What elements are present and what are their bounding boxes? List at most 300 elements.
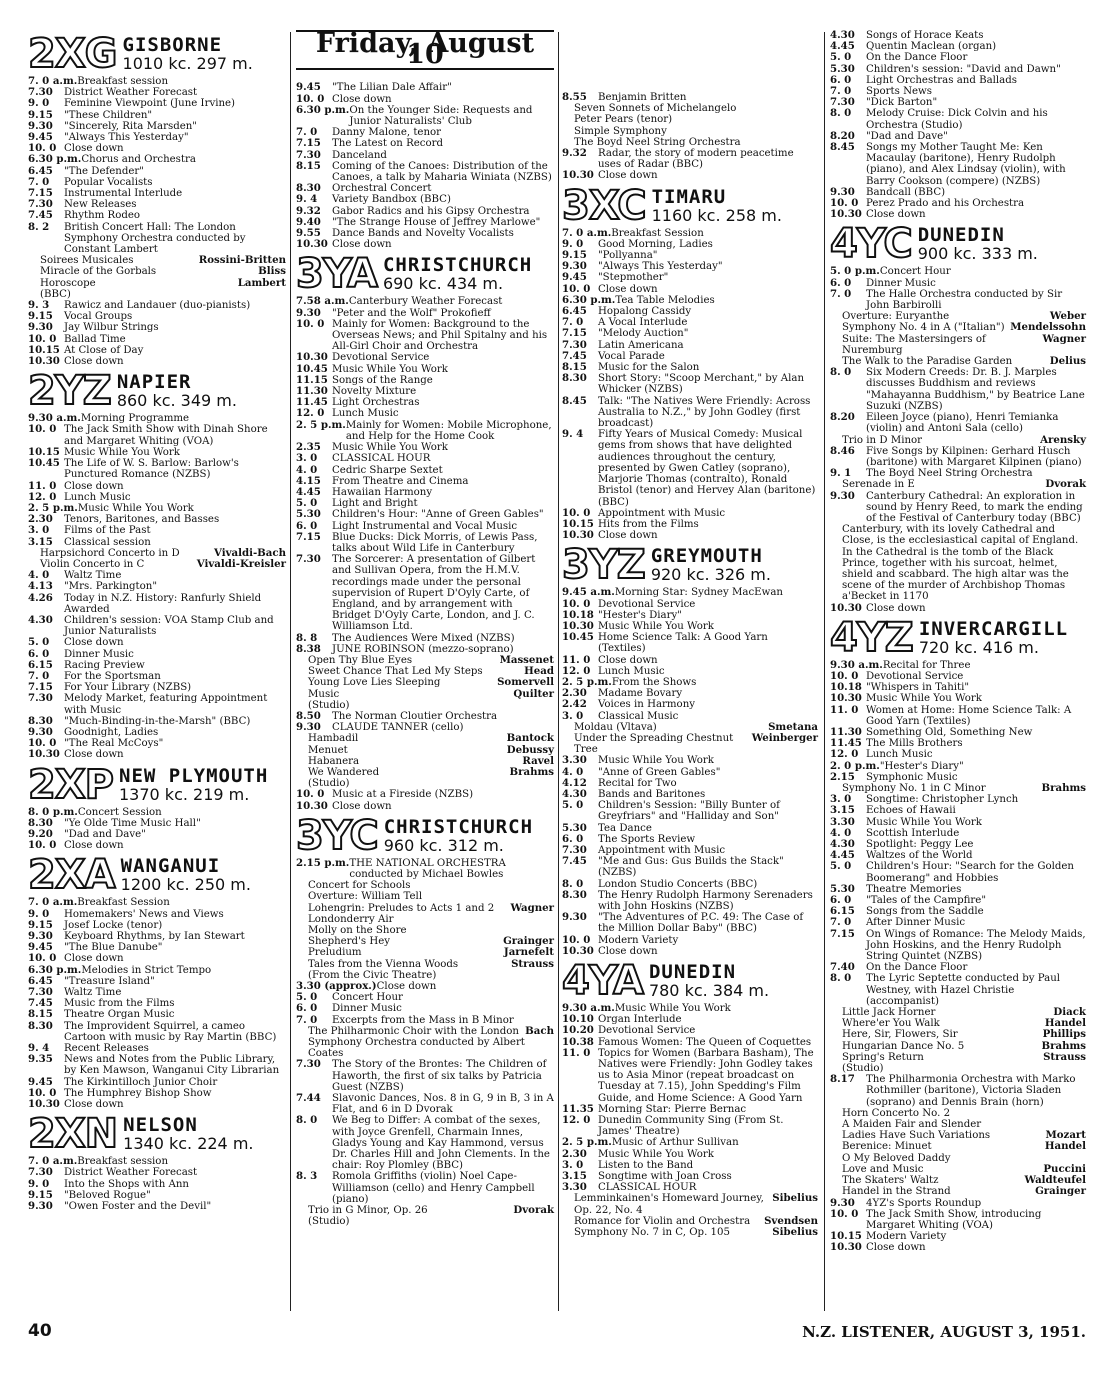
schedule xyxy=(562,228,818,542)
schedule-entry xyxy=(28,222,286,256)
entry-title: The Henry Rudolph Harmony Serenaders with John Hoskins (NZBS) xyxy=(598,889,813,912)
entry-time: 4.45 xyxy=(830,849,855,862)
entry-time: 7. 0 xyxy=(562,316,584,329)
schedule-entry xyxy=(562,800,818,822)
schedule-entry xyxy=(296,858,554,880)
schedule-entry xyxy=(28,199,286,210)
entry-title: The Sorcerer: A presentation of Gilbert and Sullivan Opera, from the H.M.V. recordings made under the personal supervision of Rupert D'Oyly Carte, of England, and by arrangement with Bridget D'Oyly Carte, London, and J. C. Williamson Ltd. xyxy=(332,554,536,633)
schedule-entry xyxy=(830,41,1086,52)
entry-time: 9. 0 xyxy=(28,1177,50,1190)
entry-title: Music While You Work xyxy=(866,693,982,705)
schedule-entry xyxy=(296,633,554,644)
schedule-entry xyxy=(562,879,818,890)
column-rule xyxy=(290,32,291,1311)
composer: Handel xyxy=(1044,1017,1086,1030)
schedule-entry xyxy=(28,537,286,548)
schedule-entry xyxy=(830,1074,1086,1108)
schedule-entry xyxy=(562,834,818,845)
entry-title: Into the Shops with Ann xyxy=(64,1178,189,1190)
entry-title: Cedric Sharpe Sextet xyxy=(332,464,443,476)
programme-subitem xyxy=(28,266,286,277)
station-header xyxy=(28,852,286,899)
entry-time: 7. 0 a.m. xyxy=(28,1155,78,1168)
schedule-entry xyxy=(28,514,286,525)
programme-subitem xyxy=(830,356,1086,367)
schedule-entry xyxy=(830,1231,1086,1242)
entry-title: Bandcall (BBC) xyxy=(866,186,946,198)
schedule xyxy=(28,413,286,760)
entry-title: Close down xyxy=(64,637,124,649)
entry-time: 10.15 xyxy=(830,1230,862,1243)
entry-time: 7.15 xyxy=(830,927,855,940)
station-frequency: 860 kc. 349 m. xyxy=(116,391,237,411)
schedule-entry xyxy=(830,198,1086,209)
entry-time: 11.35 xyxy=(562,1102,594,1115)
schedule-entry xyxy=(562,946,818,957)
schedule-entry xyxy=(28,829,286,840)
entry-time: 7.15 xyxy=(562,327,587,340)
entry-title: Tea Dance xyxy=(598,822,652,834)
entry-time: 10. 0 xyxy=(562,282,591,295)
programme-subitem xyxy=(28,278,286,289)
entry-title: "The Real McCoys" xyxy=(64,738,164,750)
programme-subitem xyxy=(296,959,554,970)
entry-time: 8. 8 xyxy=(296,631,318,644)
schedule-entry xyxy=(296,364,554,375)
schedule-entry xyxy=(830,30,1086,41)
entry-title: On Wings of Romance: The Melody Maids, John Hoskins, and the Henry Rudolph String Quintet (NZBS) xyxy=(866,928,1086,963)
entry-time: 5.30 xyxy=(830,62,855,75)
entry-title: "Whispers in Tahiti" xyxy=(866,682,970,694)
entry-time: 9.40 xyxy=(296,215,321,228)
schedule-entry xyxy=(28,458,286,480)
entry-title: Dance Bands and Novelty Vocalists xyxy=(332,228,514,240)
schedule xyxy=(830,660,1086,1254)
entry-time: 7.15 xyxy=(296,137,321,150)
entry-time: 4.13 xyxy=(28,580,53,593)
page-number: 40 xyxy=(28,1321,52,1341)
column-rule xyxy=(558,32,559,1311)
station-header xyxy=(28,31,286,77)
station-name: CHRISTCHURCH xyxy=(382,254,533,277)
schedule-entry xyxy=(28,87,286,98)
composer: Massenet xyxy=(499,653,554,666)
entry-title: Sports News xyxy=(866,86,932,98)
entry-time: 7. 0 a.m. xyxy=(562,226,612,239)
entry-time: 4.45 xyxy=(830,40,855,53)
entry-time: 4. 0 xyxy=(296,463,318,476)
entry-title: Voices in Harmony xyxy=(598,699,696,711)
schedule-entry xyxy=(296,509,554,520)
entry-title: The Norman Cloutier Orchestra xyxy=(332,710,498,722)
schedule-entry xyxy=(296,1093,554,1115)
schedule-entry xyxy=(28,637,286,648)
schedule-entry xyxy=(296,992,554,1003)
entry-time: 6. 0 xyxy=(562,832,584,845)
entry-time: 2.30 xyxy=(28,513,53,526)
schedule-entry xyxy=(28,897,286,908)
entry-time: 10.18 xyxy=(830,681,862,694)
entry-time: 6.45 xyxy=(562,305,587,318)
entry-title: On the Younger Side: Requests and Junior Naturalists' Club xyxy=(349,104,533,128)
schedule-entry xyxy=(562,373,818,395)
schedule-entry xyxy=(562,295,818,306)
schedule-entry xyxy=(562,148,818,170)
entry-title: The Philharmonia Orchestra with Marko Rothmiller (baritone), Victoria Sladen (soprano) and Dennis Brain (horn) xyxy=(866,1074,1076,1108)
entry-time: 6.15 xyxy=(830,905,855,918)
work-title: Peter Pears (tenor) xyxy=(574,114,673,126)
schedule-entry xyxy=(830,142,1086,187)
entry-time: 9.30 xyxy=(562,260,587,273)
work-title: Serenade in E xyxy=(842,479,915,491)
entry-title: Theatre Memories xyxy=(866,883,962,895)
schedule-entry xyxy=(830,817,1086,828)
schedule-entry xyxy=(562,362,818,373)
entry-title: CLASSICAL HOUR xyxy=(332,453,431,465)
entry-title: "Much-Binding-in-the-Marsh" (BBC) xyxy=(64,715,251,727)
entry-title: Tenors, Baritones, and Basses xyxy=(64,514,220,526)
station-logo: 3YC xyxy=(296,812,378,859)
entry-time: 9.45 xyxy=(28,1075,53,1088)
schedule-entry xyxy=(28,738,286,749)
entry-time: 11. 0 xyxy=(562,1046,591,1059)
entry-time: 4.15 xyxy=(296,474,321,487)
entry-time: 2.42 xyxy=(562,698,587,711)
entry-time: 7.30 xyxy=(28,692,53,705)
entry-time: 4.30 xyxy=(830,838,855,850)
work-title: Londonderry Air xyxy=(308,913,394,925)
schedule-entry xyxy=(562,699,818,710)
entry-title: "Anne of Green Gables" xyxy=(598,766,721,778)
entry-time: 6. 0 xyxy=(830,73,852,86)
composer: Phillips xyxy=(1042,1028,1086,1041)
entry-title: The Improvident Squirrel, a cameo Cartoon with music by Ray Martin (BBC) xyxy=(64,1020,277,1043)
schedule-entry xyxy=(28,593,286,615)
entry-time: 8.20 xyxy=(830,411,855,424)
entry-title: Close down xyxy=(64,749,124,761)
schedule-entry xyxy=(296,722,554,733)
composer: Head xyxy=(524,665,554,678)
work-title: (Studio) xyxy=(842,1063,884,1075)
entry-time: 7.30 xyxy=(562,338,587,351)
schedule-entry xyxy=(562,767,818,778)
composer: Strauss xyxy=(1043,1050,1086,1063)
entry-time: 3. 0 xyxy=(562,709,584,722)
entry-time: 6.30 p.m. xyxy=(562,293,616,306)
entry-time: 9.45 a.m. xyxy=(562,586,615,599)
entry-time: 4.30 xyxy=(28,613,53,626)
entry-time: 7.30 xyxy=(296,148,321,161)
entry-time: 2. 5 p.m. xyxy=(562,675,612,688)
schedule-entry xyxy=(562,340,818,351)
schedule-entry xyxy=(296,498,554,509)
entry-time: 10. 0 xyxy=(28,142,57,155)
schedule-entry xyxy=(562,306,818,317)
composer: Wagner xyxy=(1042,332,1086,345)
entry-time: 9.30 xyxy=(830,1196,855,1209)
entry-title: British Concert Hall: The London Symphony Orchestra conducted by Constant Lambert xyxy=(64,221,246,256)
entry-title: Waltz Time xyxy=(64,987,122,999)
schedule-entry xyxy=(830,895,1086,906)
work-title: (Studio) xyxy=(308,699,350,711)
entry-title: CLASSICAL HOUR xyxy=(598,1182,697,1194)
work-title: Berenice: Minuet xyxy=(842,1141,932,1153)
entry-title: Jay Wilbur Strings xyxy=(64,322,159,334)
work-title: A Maiden Fair and Slender xyxy=(842,1119,982,1131)
schedule-entry xyxy=(562,755,818,766)
schedule-entry xyxy=(830,64,1086,75)
entry-title: Famous Women: The Queen of Coquettes xyxy=(598,1036,812,1048)
entry-title: Music from the Films xyxy=(64,998,175,1010)
schedule-entry xyxy=(296,296,554,307)
schedule-entry xyxy=(296,206,554,217)
schedule-entry xyxy=(28,953,286,964)
entry-title: Organ Interlude xyxy=(598,1014,682,1026)
programme-subitem xyxy=(562,1193,818,1215)
schedule-entry xyxy=(562,845,818,856)
schedule-entry xyxy=(830,906,1086,917)
entry-time: 7.15 xyxy=(28,681,53,694)
station-name: NELSON xyxy=(123,1114,198,1137)
entry-title: Close down xyxy=(332,239,392,251)
entry-time: 10.30 xyxy=(830,1241,862,1254)
entry-title: "These Children" xyxy=(64,109,153,121)
entry-time: 10. 0 xyxy=(28,737,57,750)
entry-time: 7. 0 xyxy=(28,175,50,188)
schedule-entry xyxy=(296,183,554,194)
entry-time: 10.15 xyxy=(28,343,60,356)
work-title: Menuet xyxy=(308,744,348,756)
programme-subitem xyxy=(830,435,1086,446)
entry-time: 10.30 xyxy=(562,169,594,182)
station-frequency: 900 kc. 333 m. xyxy=(917,244,1038,264)
entry-time: 9.30 xyxy=(28,725,53,738)
composer: Delius xyxy=(1049,355,1086,368)
schedule-entry xyxy=(296,375,554,386)
column-4 xyxy=(830,30,1086,1254)
entry-title: "Stepmother" xyxy=(598,272,669,284)
entry-title: Children's Hour: "Search for the Golden Boomerang" and Hobbies xyxy=(866,861,1074,884)
entry-title: "The Lilian Dale Affair" xyxy=(332,82,452,94)
entry-title: For Your Library (NZBS) xyxy=(64,682,192,694)
entry-title: The Jack Smith Show with Dinah Shore and Margaret Whiting (VOA) xyxy=(64,424,268,447)
entry-time: 9. 3 xyxy=(28,299,50,312)
entry-time: 7.45 xyxy=(28,997,53,1010)
schedule-entry xyxy=(562,1025,818,1036)
schedule-entry xyxy=(296,150,554,161)
entry-time: 7.40 xyxy=(830,961,855,974)
entry-time: 10. 0 xyxy=(296,92,325,105)
entry-title: "Dad and Dave" xyxy=(866,130,948,142)
schedule-entry xyxy=(562,1037,818,1048)
entry-time: 9.30 xyxy=(28,119,53,132)
programme-subitem xyxy=(28,289,286,300)
entry-time: 8. 0 xyxy=(296,1114,318,1127)
programme-subitem xyxy=(296,700,554,711)
composer: Jarnefelt xyxy=(503,946,554,959)
schedule-entry xyxy=(830,761,1086,772)
work-title: Suite: The Mastersingers of Nuremburg xyxy=(842,333,986,356)
schedule-entry xyxy=(830,289,1086,311)
schedule-entry xyxy=(28,1077,286,1088)
entry-title: Variety Bandbox (BBC) xyxy=(332,194,451,206)
schedule-entry xyxy=(28,942,286,953)
schedule-entry xyxy=(296,308,554,319)
schedule-entry xyxy=(830,850,1086,861)
entry-title: The Boyd Neel String Orchestra xyxy=(866,468,1033,480)
entry-time: 10. 0 xyxy=(28,423,57,436)
entry-title: "Hester's Diary" xyxy=(598,609,682,621)
schedule-entry xyxy=(296,319,554,353)
programme-subitem xyxy=(296,891,554,902)
entry-title: Close down xyxy=(64,1099,124,1111)
work-title: Here, Sir, Flowers, Sir xyxy=(842,1029,958,1041)
schedule xyxy=(296,296,554,811)
entry-time: 9.15 xyxy=(28,918,53,931)
entry-time: 12. 0 xyxy=(28,490,57,503)
entry-time: 7.45 xyxy=(28,209,53,222)
schedule-entry xyxy=(830,884,1086,895)
entry-title: Five Songs by Kilpinen: Gerhard Husch (baritone) with Margaret Kilpinen (piano) xyxy=(866,445,1082,468)
entry-title: Vocal Parade xyxy=(598,350,665,362)
entry-time: 5. 0 xyxy=(296,991,318,1004)
station-header xyxy=(830,221,1086,268)
schedule-entry xyxy=(562,92,818,103)
schedule-entry xyxy=(562,429,818,507)
entry-time: 11.30 xyxy=(830,725,862,738)
schedule-entry xyxy=(296,138,554,149)
schedule-entry xyxy=(296,554,554,632)
entry-time: 3.30 xyxy=(830,815,855,828)
entry-time: 2. 5 p.m. xyxy=(562,1136,612,1149)
entry-title: Recent Releases xyxy=(64,1043,149,1055)
entry-time: 3. 0 xyxy=(830,793,852,806)
schedule-entry xyxy=(830,108,1086,130)
schedule-entry xyxy=(830,693,1086,704)
column-3 xyxy=(562,30,818,1238)
work-title: The Skaters' Waltz xyxy=(842,1175,939,1187)
schedule-entry xyxy=(28,716,286,727)
programme-subitem xyxy=(296,733,554,744)
schedule-entry xyxy=(562,261,818,272)
entry-time: 9.45 xyxy=(296,81,321,94)
entry-time: 6. 0 xyxy=(830,894,852,907)
schedule-entry xyxy=(28,503,286,514)
entry-title: Appointment with Music xyxy=(598,844,726,856)
entry-title: Lunch Music xyxy=(866,749,933,761)
work-title: Under the Spreading Chestnut Tree xyxy=(574,732,734,756)
entry-title: Hawaiian Harmony xyxy=(332,486,433,498)
schedule-entry xyxy=(562,632,818,654)
entry-time: 6.45 xyxy=(28,164,53,177)
schedule-entry xyxy=(562,250,818,261)
schedule-entry xyxy=(562,935,818,946)
entry-time: 11.30 xyxy=(296,385,328,398)
entry-title: Waltzes of the World xyxy=(866,850,973,862)
schedule-entry xyxy=(28,311,286,322)
work-title: O My Beloved Daddy xyxy=(842,1152,951,1164)
entry-time: 5. 0 xyxy=(28,636,50,649)
schedule-entry xyxy=(296,1015,554,1026)
entry-time: 8.30 xyxy=(296,182,321,195)
entry-title: Josef Locke (tenor) xyxy=(64,919,163,931)
entry-time: 9. 1 xyxy=(830,467,852,480)
entry-title: Racing Preview xyxy=(64,659,145,671)
entry-title: Today in N.Z. History: Ranfurly Shield Awarded xyxy=(64,592,262,615)
schedule-entry xyxy=(830,839,1086,850)
work-title: Ladies Have Such Variations xyxy=(842,1130,991,1142)
entry-time: 7.30 xyxy=(28,986,53,999)
entry-title: "Treasure Island" xyxy=(64,975,155,987)
entry-time: 5. 0 xyxy=(562,799,584,812)
composer: Bach xyxy=(525,1024,554,1037)
entry-time: 7.30 xyxy=(28,198,53,211)
composer: Lambert xyxy=(237,276,286,289)
schedule-entry xyxy=(830,1198,1086,1209)
work-title: We Wandered xyxy=(308,766,380,778)
entry-title: Music While You Work xyxy=(77,502,194,514)
station-logo: 4YA xyxy=(562,958,643,1005)
entry-title: Light and Bright xyxy=(332,498,418,510)
entry-time: 10. 0 xyxy=(28,952,57,965)
entry-title: A Vocal Interlude xyxy=(598,317,688,329)
entry-title: Popular Vocalists xyxy=(64,176,153,188)
schedule xyxy=(296,858,554,1228)
entry-title: Six Modern Creeds: Dr. B. J. Marples discusses Buddhism and reviews "Mahayanna Buddhism," by Beatrice Lane Suzuki (NZBS) xyxy=(866,367,1085,412)
entry-title: Vocal Groups xyxy=(64,311,133,323)
entry-time: 3.15 xyxy=(562,1170,587,1183)
entry-time: 12. 0 xyxy=(296,407,325,420)
work-title: Simple Symphony xyxy=(574,125,667,137)
composer: Diack xyxy=(1053,1006,1086,1019)
entry-title: Music While You Work xyxy=(866,816,982,828)
entry-time: 7. 0 xyxy=(830,287,852,300)
entry-title: Excerpts from the Mass in B Minor xyxy=(332,1014,514,1026)
work-title: Hungarian Dance No. 5 xyxy=(842,1040,965,1052)
schedule-entry xyxy=(830,794,1086,805)
programme-subitem xyxy=(830,334,1086,356)
schedule-entry xyxy=(28,154,286,165)
station-frequency: 960 kc. 312 m. xyxy=(383,835,504,855)
entry-time: 8.30 xyxy=(28,714,53,727)
entry-title: Feminine Viewpoint (June Irvine) xyxy=(64,98,236,110)
entry-title: Close down xyxy=(598,283,658,295)
schedule-entry xyxy=(28,525,286,536)
work-title: Young Love Lies Sleeping xyxy=(308,677,441,689)
entry-title: Dunedin Community Sing (From St. James' Theatre) xyxy=(598,1115,784,1138)
schedule-entry xyxy=(562,621,818,632)
entry-time: 7. 0 a.m. xyxy=(28,896,78,909)
entry-title: The Mills Brothers xyxy=(866,738,963,750)
entry-time: 7.15 xyxy=(296,530,321,543)
schedule-entry xyxy=(28,807,286,818)
entry-time: 6. 0 xyxy=(28,647,50,660)
schedule-entry xyxy=(296,82,554,93)
entry-time: 8. 0 xyxy=(830,972,852,985)
entry-title: THE NATIONAL ORCHESTRA conducted by Michael Bowles xyxy=(349,857,506,880)
station-logo: 2XG xyxy=(28,31,117,77)
schedule-entry xyxy=(830,86,1086,97)
programme-subitem xyxy=(28,255,286,266)
schedule xyxy=(830,266,1086,613)
composer: Strauss xyxy=(511,957,554,970)
entry-title: Homemakers' News and Views xyxy=(64,908,224,920)
composer: Puccini xyxy=(1043,1162,1086,1175)
entry-time: 10.45 xyxy=(296,362,328,375)
programme-subitem xyxy=(562,103,818,114)
entry-time: 10. 0 xyxy=(296,317,325,330)
entry-title: "Owen Foster and the Devil" xyxy=(64,1201,212,1213)
